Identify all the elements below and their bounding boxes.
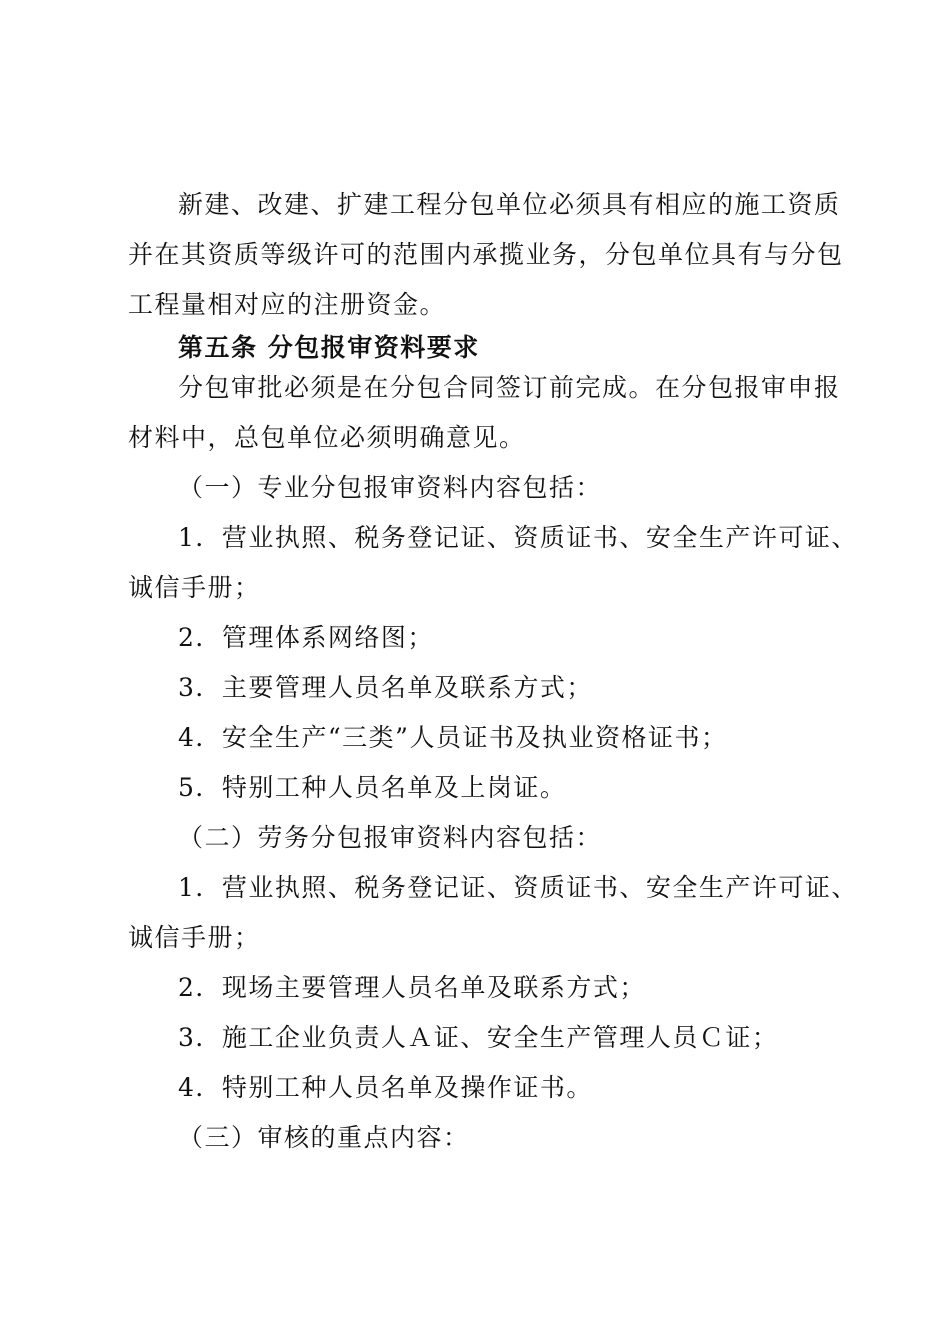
list-item: 4．特别工种人员名单及操作证书。	[178, 1073, 593, 1102]
article-heading: 第五条 分包报审资料要求	[178, 333, 480, 362]
list-item: 1．营业执照、税务登记证、资质证书、安全生产许可证、	[178, 873, 858, 902]
paragraph-line: 新建、改建、扩建工程分包单位必须具有相应的施工资质	[178, 190, 841, 219]
list-item-continuation: 诚信手册；	[128, 573, 261, 602]
list-item: 2．管理体系网络图；	[178, 623, 434, 652]
list-item: 1．营业执照、税务登记证、资质证书、安全生产许可证、	[178, 523, 858, 552]
list-item: 4．安全生产“三类”人员证书及执业资格证书；	[178, 723, 728, 752]
paragraph-line: 并在其资质等级许可的范围内承揽业务，分包单位具有与分包	[128, 240, 844, 269]
section-heading: （一）专业分包报审资料内容包括：	[178, 473, 603, 502]
section-heading: （三）审核的重点内容：	[178, 1123, 470, 1152]
list-item-continuation: 诚信手册；	[128, 923, 261, 952]
paragraph-line: 分包审批必须是在分包合同签订前完成。在分包报审申报	[178, 373, 841, 402]
paragraph-line: 材料中，总包单位必须明确意见。	[128, 423, 526, 452]
list-item: 3．主要管理人员名单及联系方式；	[178, 673, 593, 702]
list-item: 3．施工企业负责人Ａ证、安全生产管理人员Ｃ证；	[178, 1023, 779, 1052]
paragraph-line: 工程量相对应的注册资金。	[128, 290, 447, 319]
list-item: 2．现场主要管理人员名单及联系方式；	[178, 973, 646, 1002]
list-item: 5．特别工种人员名单及上岗证。	[178, 773, 567, 802]
section-heading: （二）劳务分包报审资料内容包括：	[178, 823, 603, 852]
